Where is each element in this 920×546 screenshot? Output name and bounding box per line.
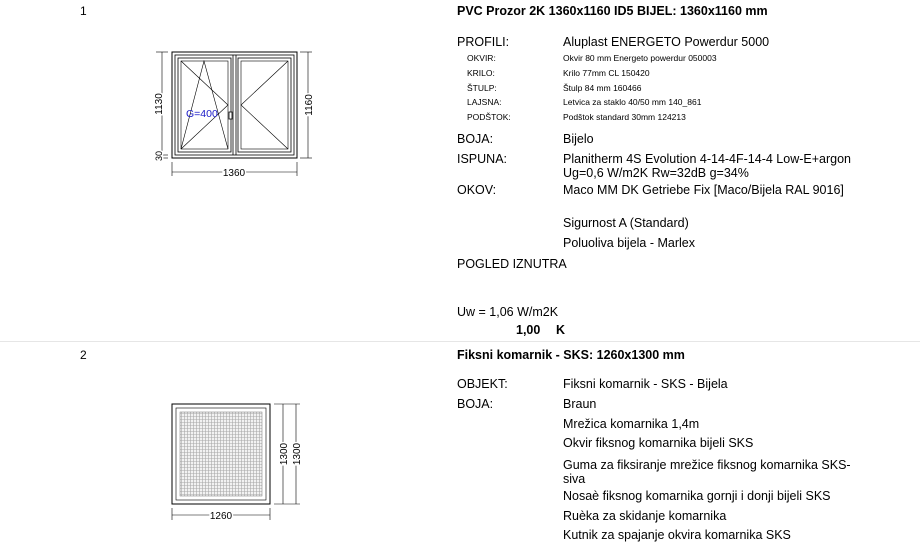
component-line: Nosaè fiksnog komarnika gornji i donji bijeli SKS — [563, 489, 831, 503]
profili-label: PROFILI: — [457, 35, 510, 49]
ispuna-value: Planitherm 4S Evolution 4-14-4F-14-4 Low-E+argon Ug=0,6 W/m2K Rw=32dB g=34% — [563, 152, 852, 180]
podstok-value: Podštok standard 30mm 124213 — [563, 112, 686, 122]
dim-width: 1260 — [209, 511, 233, 522]
stulp-value: Štulp 84 mm 160466 — [563, 83, 642, 93]
okov-label: OKOV: — [457, 183, 497, 197]
krilo-label: KRILO: — [467, 68, 495, 78]
item-number: 2 — [80, 348, 87, 362]
stulp-label: ŠTULP: — [467, 83, 497, 93]
lajsna-label: LAJSNA: — [467, 97, 502, 107]
component-line: Mrežica komarnika 1,4m — [563, 417, 700, 431]
dim-bottom-left: 30 — [154, 150, 164, 162]
item-number: 1 — [80, 4, 87, 18]
okvir-value: Okvir 80 mm Energeto powerdur 050003 — [563, 53, 717, 63]
pogled-label: POGLED IZNUTRA — [457, 257, 567, 271]
item-divider — [0, 341, 920, 342]
boja-value: Bijelo — [563, 132, 594, 146]
item-title: Fiksni komarnik - SKS: 1260x1300 mm — [457, 348, 685, 362]
extra-line: Sigurnost A (Standard) — [563, 216, 689, 230]
quantity: 1,00 — [516, 323, 541, 337]
dim-height-left: 1130 — [154, 93, 165, 115]
boja-value: Braun — [563, 397, 597, 411]
profili-value: Aluplast ENERGETO Powerdur 5000 — [563, 35, 770, 49]
ispuna-label: ISPUNA: — [457, 152, 508, 166]
dim-height-b: 1300 — [292, 442, 303, 466]
sash-label: G=400 — [186, 108, 218, 120]
boja-label: BOJA: — [457, 397, 494, 411]
krilo-value: Krilo 77mm CL 150420 — [563, 68, 650, 78]
component-line: Okvir fiksnog komarnika bijeli SKS — [563, 436, 754, 450]
component-line: Ruèka za skidanje komarnika — [563, 509, 727, 523]
okvir-label: OKVIR: — [467, 53, 496, 63]
boja-label: BOJA: — [457, 132, 494, 146]
item-title: PVC Prozor 2K 1360x1160 ID5 BIJEL: 1360x1160 mm — [457, 4, 768, 18]
dim-height-right: 1160 — [304, 94, 315, 116]
uw-value: Uw = 1,06 W/m2K — [457, 305, 559, 319]
component-line: Guma za fiksiranje mrežice fiksnog komarnika SKS-siva — [563, 458, 851, 486]
extra-line: Poluoliva bijela - Marlex — [563, 236, 696, 250]
objekt-label: OBJEKT: — [457, 377, 508, 391]
lajsna-value: Letvica za staklo 40/50 mm 140_861 — [563, 97, 702, 107]
dim-width: 1360 — [222, 168, 246, 179]
okov-value: Maco MM DK Getriebe Fix [Maco/Bijela RAL 9016] — [563, 183, 844, 197]
window-drawing — [148, 44, 328, 184]
redaction-overlay — [568, 292, 908, 340]
component-line: Kutnik za spajanje okvira komarnika SKS — [563, 528, 791, 542]
objekt-value: Fiksni komarnik - SKS - Bijela — [563, 377, 728, 391]
dim-height-a: 1300 — [279, 442, 290, 466]
insect-screen-drawing — [166, 398, 306, 524]
quantity-unit: K — [556, 323, 566, 337]
podstok-label: PODŠTOK: — [467, 112, 511, 122]
